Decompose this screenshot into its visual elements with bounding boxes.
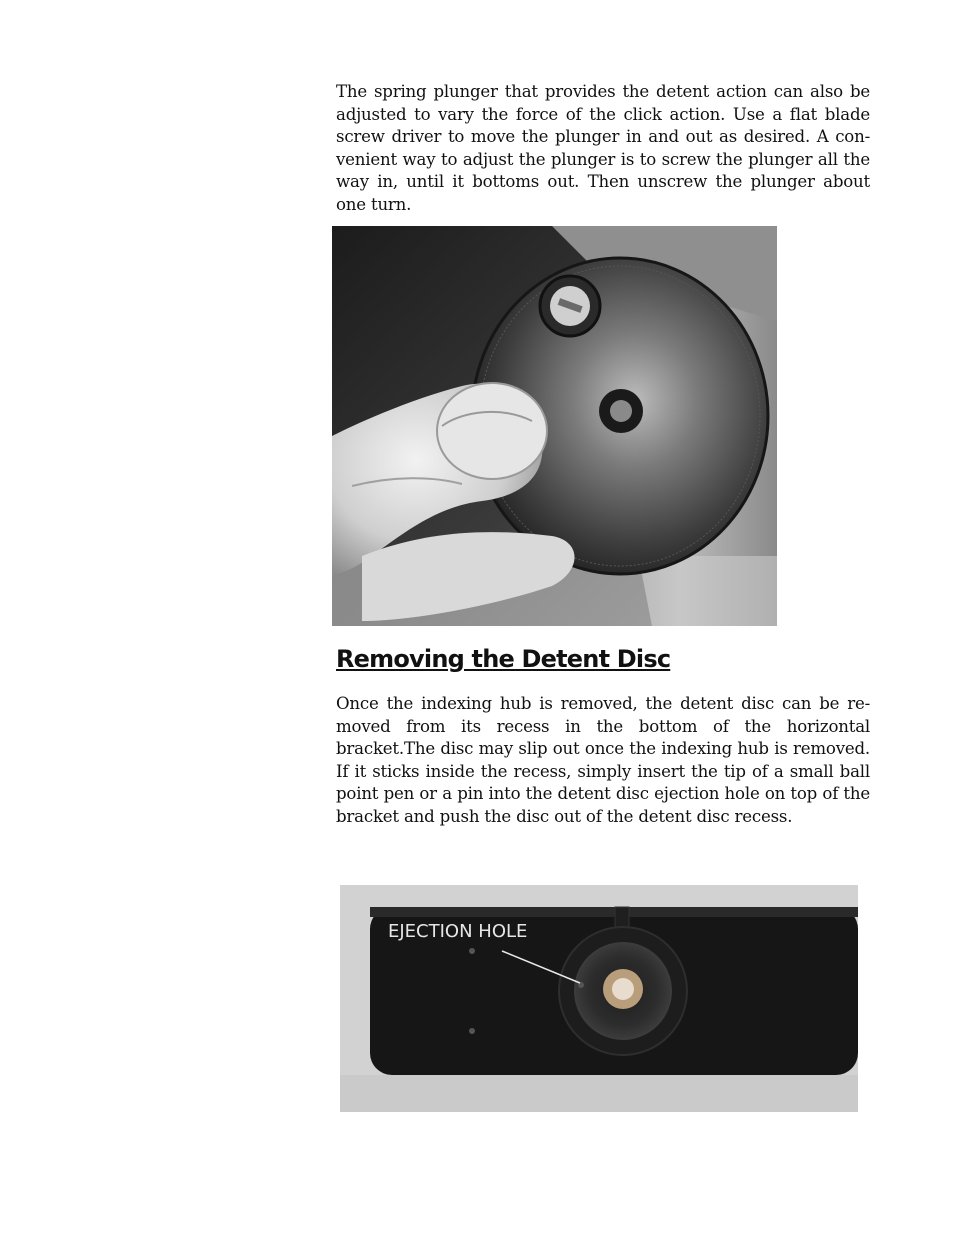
ejection-hole-label: EJECTION HOLE [388, 921, 528, 942]
detent-plunger-photo [332, 226, 777, 626]
ejection-hole-photo [340, 885, 858, 1112]
body-paragraph-plunger: The spring plunger that provides the detent action can also be adjusted to vary the force of the click action. Use a flat blade screw driver to move the plunger in and out as desired. A con-venient way to adjust the plunger is to screw the plunger all the way in, until it bottoms out. Then unscrew the plunger about one turn. [336, 82, 870, 214]
body-paragraph-detent-disc: Once the indexing hub is removed, the detent disc can be re-moved from its recess in the bottom of the horizontal bracket.The disc may slip out once the indexing hub is removed. If it sticks inside the recess, simply insert the tip of a small ball point pen or a pin into the detent disc ejection hole on top of the bracket and push the disc out of the detent disc recess. [336, 694, 870, 826]
section-heading: Removing the Detent Disc [336, 645, 671, 673]
